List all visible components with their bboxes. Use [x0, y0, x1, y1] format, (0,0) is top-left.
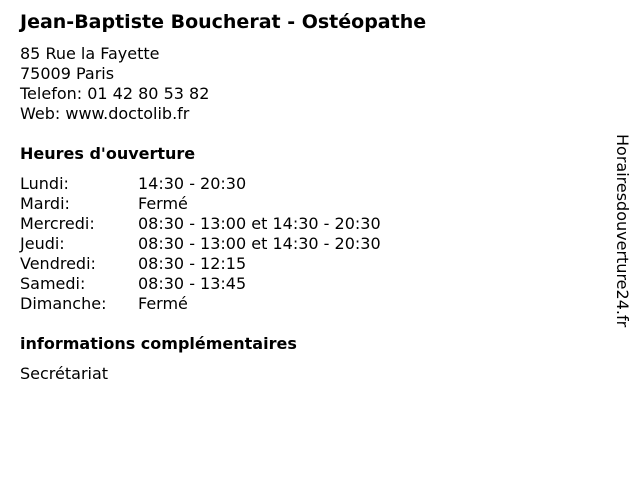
time-value: 08:30 - 13:45	[138, 274, 247, 293]
time-value: 08:30 - 13:00 et 14:30 - 20:30	[138, 214, 381, 233]
address-city: 75009 Paris	[20, 64, 115, 83]
phone-number: Telefon: 01 42 80 53 82	[20, 84, 210, 103]
hours-row-dimanche	[20, 294, 188, 314]
info-text: Secrétariat	[20, 364, 109, 383]
hours-heading: Heures d'ouverture	[20, 144, 196, 163]
site-watermark: Horairesdouverture24.fr	[613, 134, 632, 328]
day-label: Dimanche:	[20, 294, 107, 313]
time-value: Fermé	[138, 294, 188, 313]
time-value: Fermé	[138, 194, 188, 213]
day-label: Vendredi:	[20, 254, 96, 273]
day-label: Samedi:	[20, 274, 86, 293]
hours-table	[20, 174, 381, 314]
day-label: Jeudi:	[20, 234, 65, 253]
website: Web: www.doctolib.fr	[20, 104, 190, 123]
hours-row-lundi	[20, 174, 247, 194]
address-block	[20, 44, 209, 124]
hours-row-samedi	[20, 274, 247, 294]
address-street: 85 Rue la Fayette	[20, 44, 160, 63]
time-value: 08:30 - 12:15	[138, 254, 247, 273]
time-value: 08:30 - 13:00 et 14:30 - 20:30	[138, 234, 381, 253]
info-heading: informations complémentaires	[20, 334, 297, 353]
day-label: Lundi:	[20, 174, 69, 193]
hours-row-vendredi	[20, 254, 247, 274]
day-label: Mardi:	[20, 194, 70, 213]
hours-row-jeudi	[20, 234, 381, 254]
time-value: 14:30 - 20:30	[138, 174, 247, 193]
day-label: Mercredi:	[20, 214, 95, 233]
hours-row-mercredi	[20, 214, 381, 234]
page-title: Jean-Baptiste Boucherat - Ostéopathe	[20, 11, 427, 33]
hours-row-mardi	[20, 194, 188, 214]
